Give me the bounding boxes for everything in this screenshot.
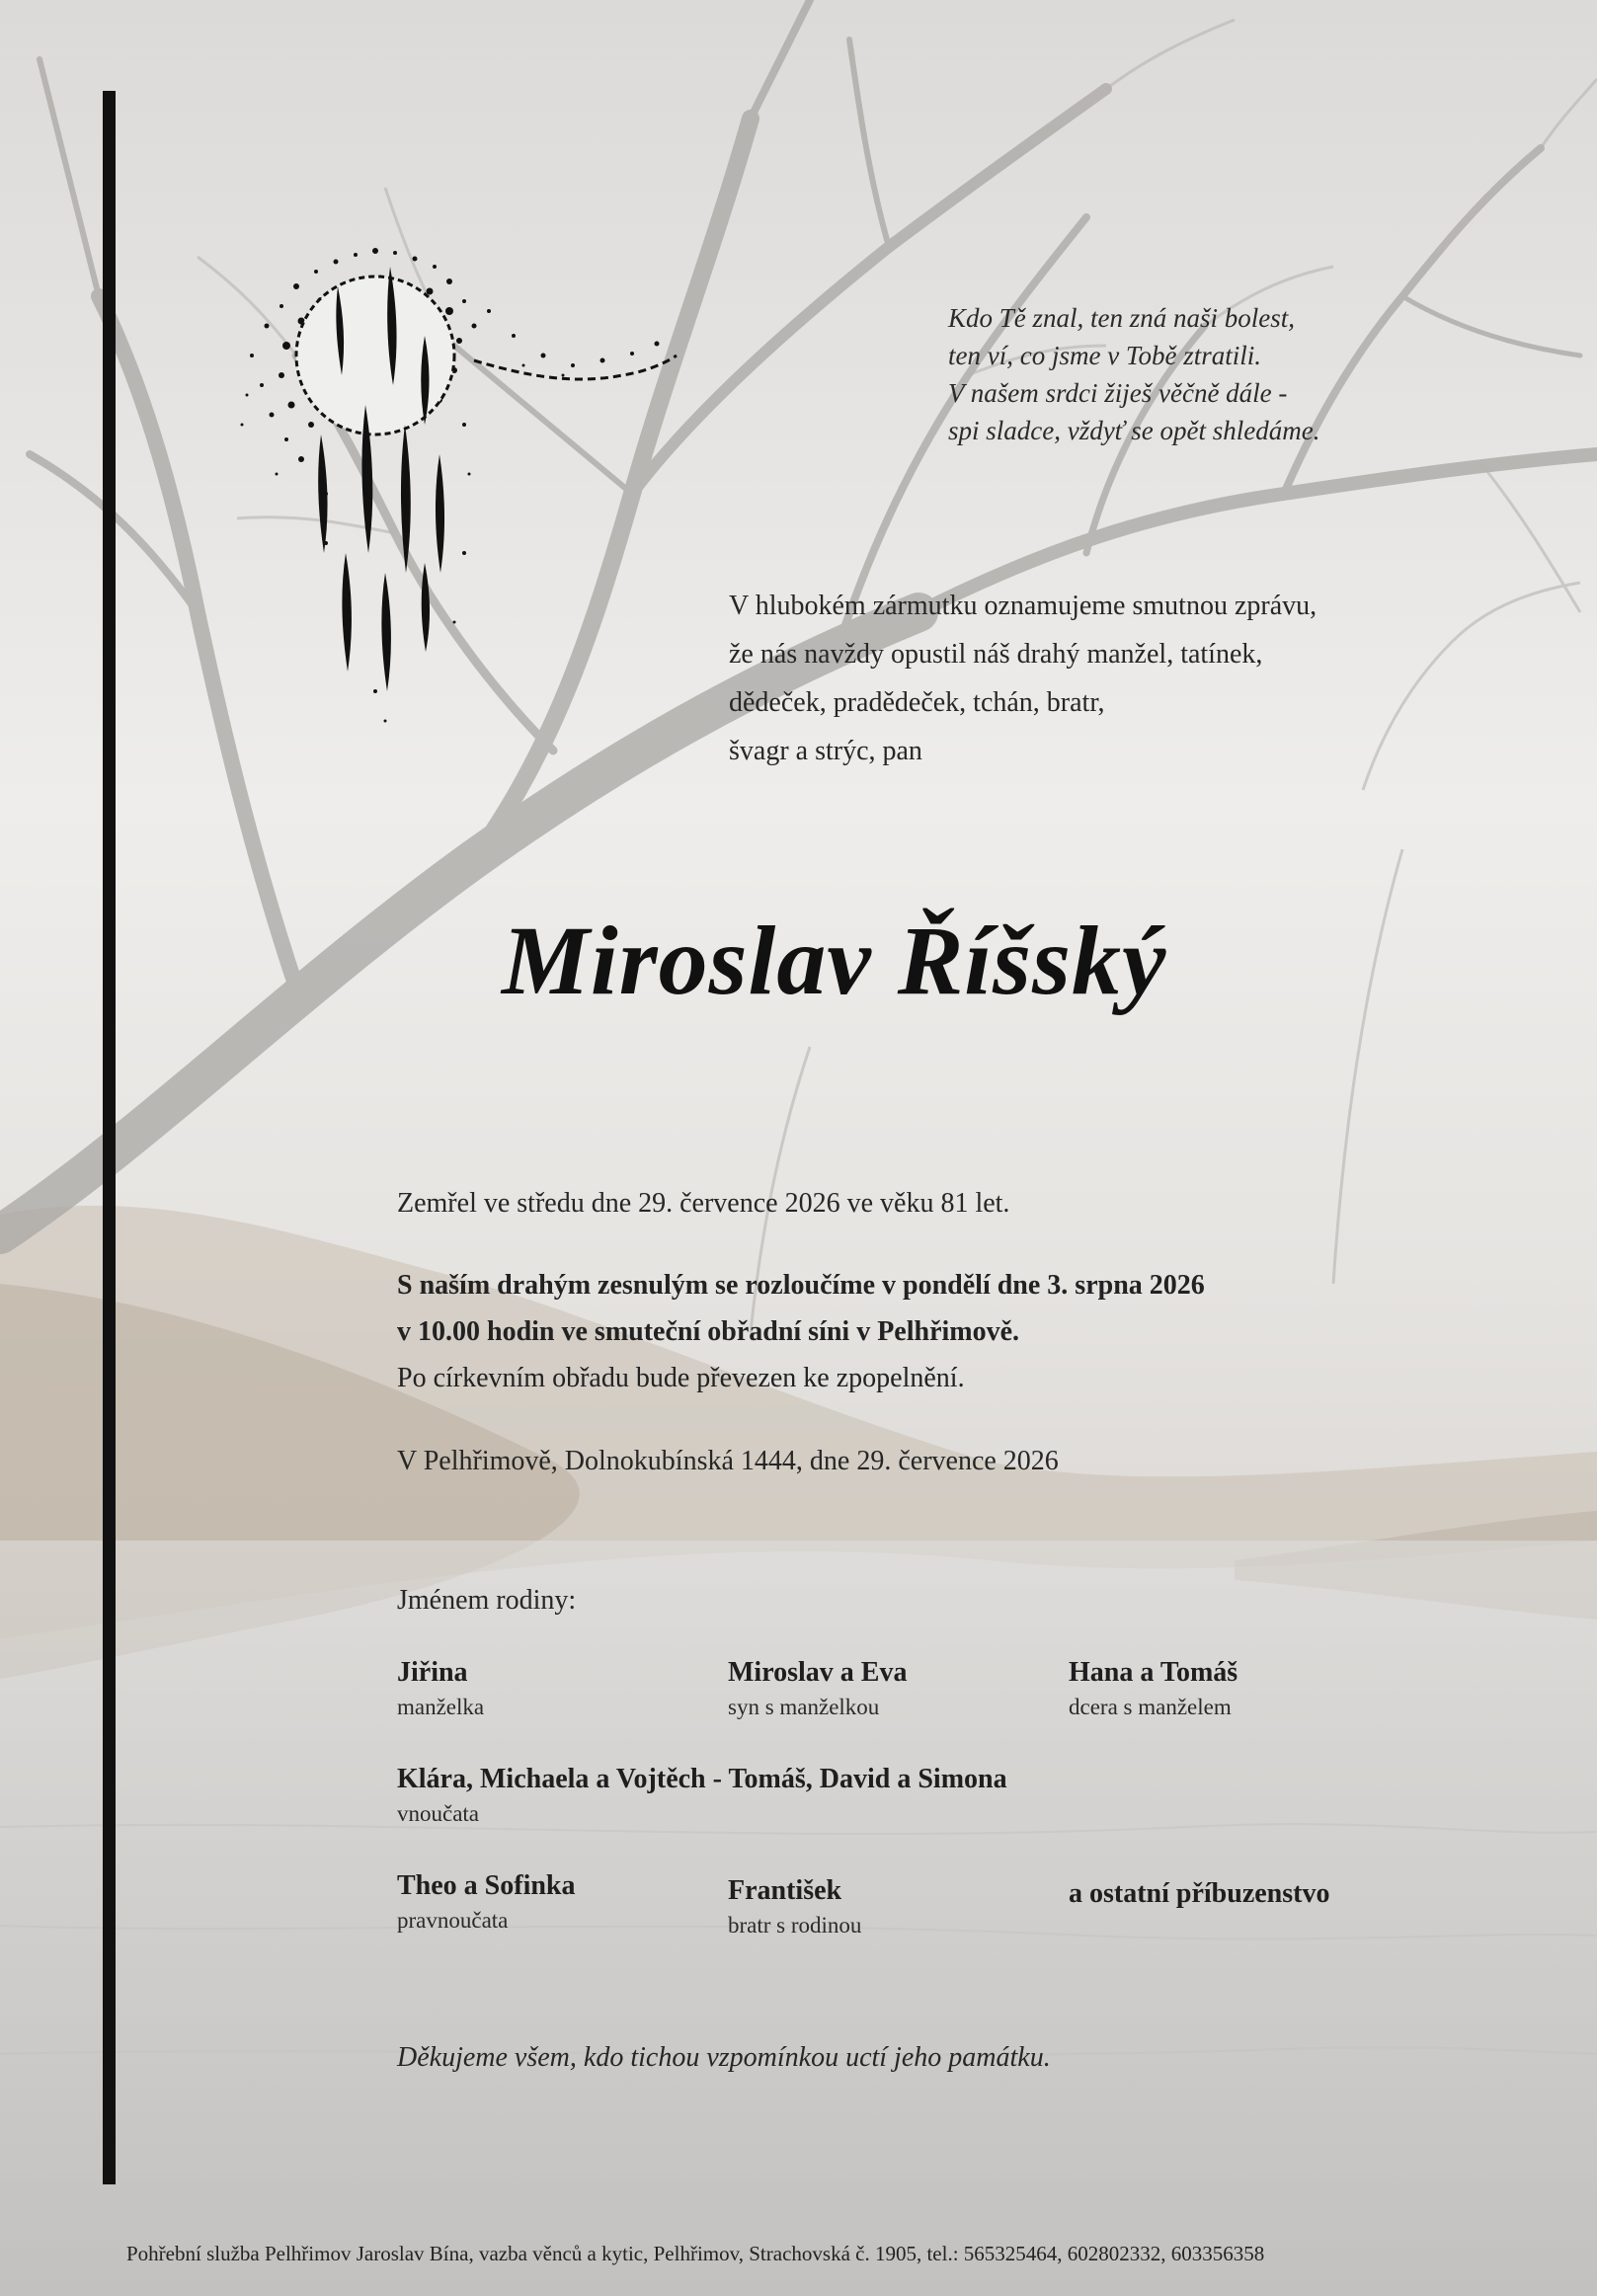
family-member-name: Miroslav a Eva xyxy=(728,1657,908,1688)
family-member-relation: manželka xyxy=(397,1695,485,1719)
intro-line: švagr a strýc, pan xyxy=(729,736,922,766)
announcement-intro xyxy=(729,582,1317,775)
family-member-name: a ostatní příbuzenstvo xyxy=(1069,1878,1330,1909)
poem-line: spi sladce, vždyť se opět shledáme. xyxy=(948,416,1320,445)
thanks-note: Děkujeme všem, kdo tichou vzpomínkou uctí jeho památku. xyxy=(397,2042,1051,2073)
family-member xyxy=(1069,1655,1238,1720)
moon-candles-emblem xyxy=(227,227,681,741)
funeral-service-footer: Pohřební služba Pelhřimov Jaroslav Bína, vazba věnců a kytic, Pelhřimov, Strachovská č. 1905, tel.: 565325464, 602802332, 603356358 xyxy=(126,2242,1265,2265)
intro-line: V hlubokém zármutku oznamujeme smutnou zprávu, xyxy=(729,591,1318,621)
deceased-name: Miroslav Říšský xyxy=(502,906,1167,1015)
poem-line: V našem srdci žiješ věčně dále - xyxy=(948,378,1288,408)
family-member xyxy=(397,1868,576,1934)
intro-line: dědeček, pradědeček, tchán, bratr, xyxy=(729,687,1105,718)
family-member xyxy=(397,1762,1007,1827)
family-member-name: Jiřina xyxy=(397,1657,468,1688)
family-member-relation: bratr s rodinou xyxy=(728,1913,862,1938)
farewell-time-place-line: v 10.00 hodin ve smuteční obřadní síni v Pelhřimově. xyxy=(397,1316,1020,1347)
family-heading: Jménem rodiny: xyxy=(397,1585,577,1616)
family-member-name: Theo a Sofinka xyxy=(397,1870,576,1901)
farewell-date-line: S naším drahým zesnulým se rozloučíme v pondělí dne 3. srpna 2026 xyxy=(397,1270,1205,1301)
family-member-relation: syn s manželkou xyxy=(728,1695,880,1719)
poem-line: ten ví, co jsme v Tobě ztratili. xyxy=(948,341,1261,370)
family-member-relation: pravnoučata xyxy=(397,1908,509,1933)
intro-line: že nás navždy opustil náš drahý manžel, tatínek, xyxy=(729,639,1263,670)
death-details: Zemřel ve středu dne 29. července 2026 ve věku 81 let. xyxy=(397,1188,1010,1219)
family-member-name: Hana a Tomáš xyxy=(1069,1657,1238,1688)
family-member-relation: dcera s manželem xyxy=(1069,1695,1232,1719)
vertical-black-rule xyxy=(103,91,116,2184)
family-member-name: František xyxy=(728,1875,842,1906)
family-member-name: Klára, Michaela a Vojtěch - Tomáš, David a Simona xyxy=(397,1764,1007,1794)
farewell-details xyxy=(397,1262,1205,1401)
family-member xyxy=(728,1655,907,1720)
poem-line: Kdo Tě znal, ten zná naši bolest, xyxy=(948,303,1296,333)
cremation-note: Po církevním obřadu bude převezen ke zpopelnění. xyxy=(397,1363,965,1393)
family-member xyxy=(397,1655,484,1720)
place-and-date: V Pelhřimově, Dolnokubínská 1444, dne 29. července 2026 xyxy=(397,1446,1059,1476)
family-member-relation: vnoučata xyxy=(397,1801,480,1826)
memorial-poem xyxy=(948,299,1319,449)
family-member xyxy=(728,1873,861,1939)
family-member xyxy=(1069,1876,1329,1912)
